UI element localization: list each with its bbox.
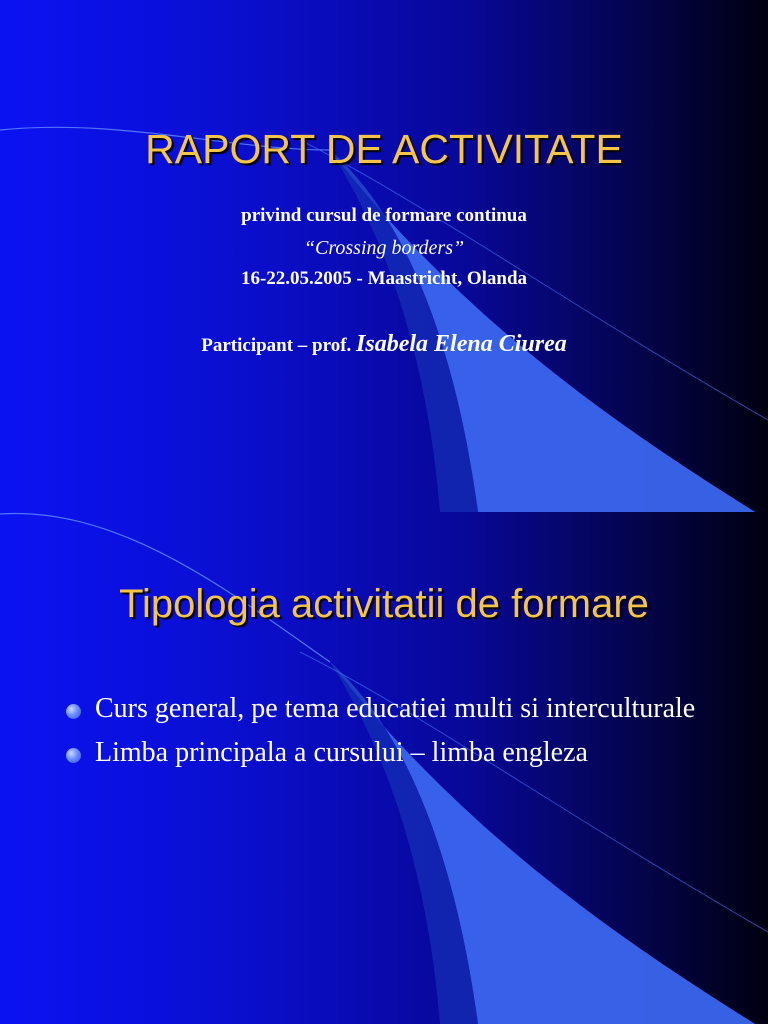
participant-name: Isabela Elena Ciurea [356, 331, 567, 357]
bullet-text: Limba principala a cursului – limba engleza [95, 737, 588, 768]
subtitle-course-name: “Crossing borders” [303, 237, 465, 259]
subtitle-course: privind cursul de formare continua [241, 205, 527, 226]
participant-prefix: Participant – prof. [201, 335, 352, 356]
subtitle-date-place: 16-22.05.2005 - Maastricht, Olanda [240, 268, 528, 289]
bullet-icon [66, 748, 81, 763]
bullet-icon [66, 704, 81, 719]
slide-title: RAPORT DE ACTIVITATE [145, 126, 623, 172]
bullet-text: Curs general, pe tema educatiei multi si interculturale [95, 693, 696, 724]
list-item [64, 690, 724, 728]
bullet-list [64, 690, 724, 778]
participant-line [0, 331, 768, 358]
slide-title: Tipologia activitatii de formare [119, 582, 649, 626]
slide-2 [0, 512, 768, 1024]
list-item [64, 734, 724, 772]
